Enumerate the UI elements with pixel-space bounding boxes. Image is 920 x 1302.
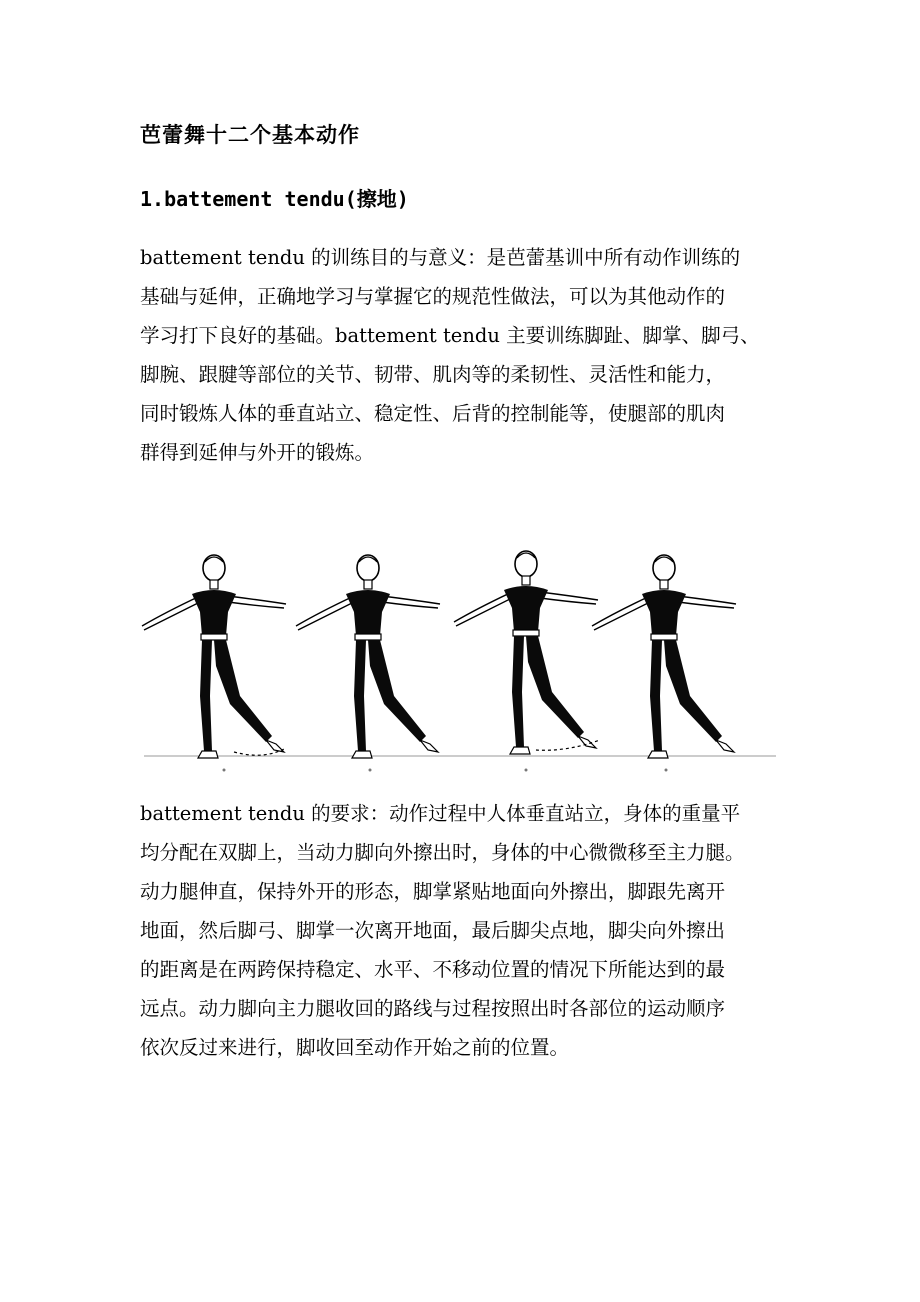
step-marker: [223, 769, 226, 772]
dancer-figure-1: [142, 555, 286, 758]
paragraph-requirements: [140, 794, 790, 1067]
paragraph-purpose: [140, 238, 790, 472]
paragraph-line: 脚腕、跟腱等部位的关节、韧带、肌肉等的柔韧性、灵活性和能力，: [140, 363, 726, 386]
paragraph-line: 的距离是在两跨保持稳定、水平、不移动位置的情况下所能达到的最: [140, 958, 726, 981]
paragraph-line: 同时锻炼人体的垂直站立、稳定性、后背的控制能等，使腿部的肌肉: [140, 402, 726, 425]
paragraph-line: 动力腿伸直，保持外开的形态，脚掌紧贴地面向外擦出，脚跟先离开: [140, 880, 726, 903]
paragraph-line: 远点。动力脚向主力腿收回的路线与过程按照出时各部位的运动顺序: [140, 997, 726, 1020]
step-marker: [525, 769, 528, 772]
paragraph-line: battement tendu 的训练目的与意义：是芭蕾基训中所有动作训练的: [140, 246, 741, 269]
dancer-figure-4: [592, 555, 736, 758]
document-title: 芭蕾舞十二个基本动作: [140, 123, 360, 147]
paragraph-line: 基础与延伸，正确地学习与掌握它的规范性做法，可以为其他动作的: [140, 285, 726, 308]
paragraph-line: 依次反过来进行，脚收回至动作开始之前的位置。: [140, 1036, 570, 1059]
dancer-figure-2: [296, 555, 440, 758]
step-marker: [369, 769, 372, 772]
paragraph-line: 均分配在双脚上，当动力脚向外擦出时，身体的中心微微移至主力腿。: [140, 841, 745, 864]
ballet-illustration: [136, 538, 786, 778]
step-marker: [665, 769, 668, 772]
paragraph-line: 学习打下良好的基础。battement tendu 主要训练脚趾、脚掌、脚弓、: [140, 324, 760, 347]
paragraph-line: battement tendu 的要求：动作过程中人体垂直站立，身体的重量平: [140, 802, 741, 825]
dancer-figure-3: [454, 551, 600, 754]
paragraph-line: 地面，然后脚弓、脚掌一次离开地面，最后脚尖点地，脚尖向外擦出: [140, 919, 726, 942]
section-heading: 1.battement tendu(擦地): [140, 187, 409, 211]
paragraph-line: 群得到延伸与外开的锻炼。: [140, 441, 375, 464]
